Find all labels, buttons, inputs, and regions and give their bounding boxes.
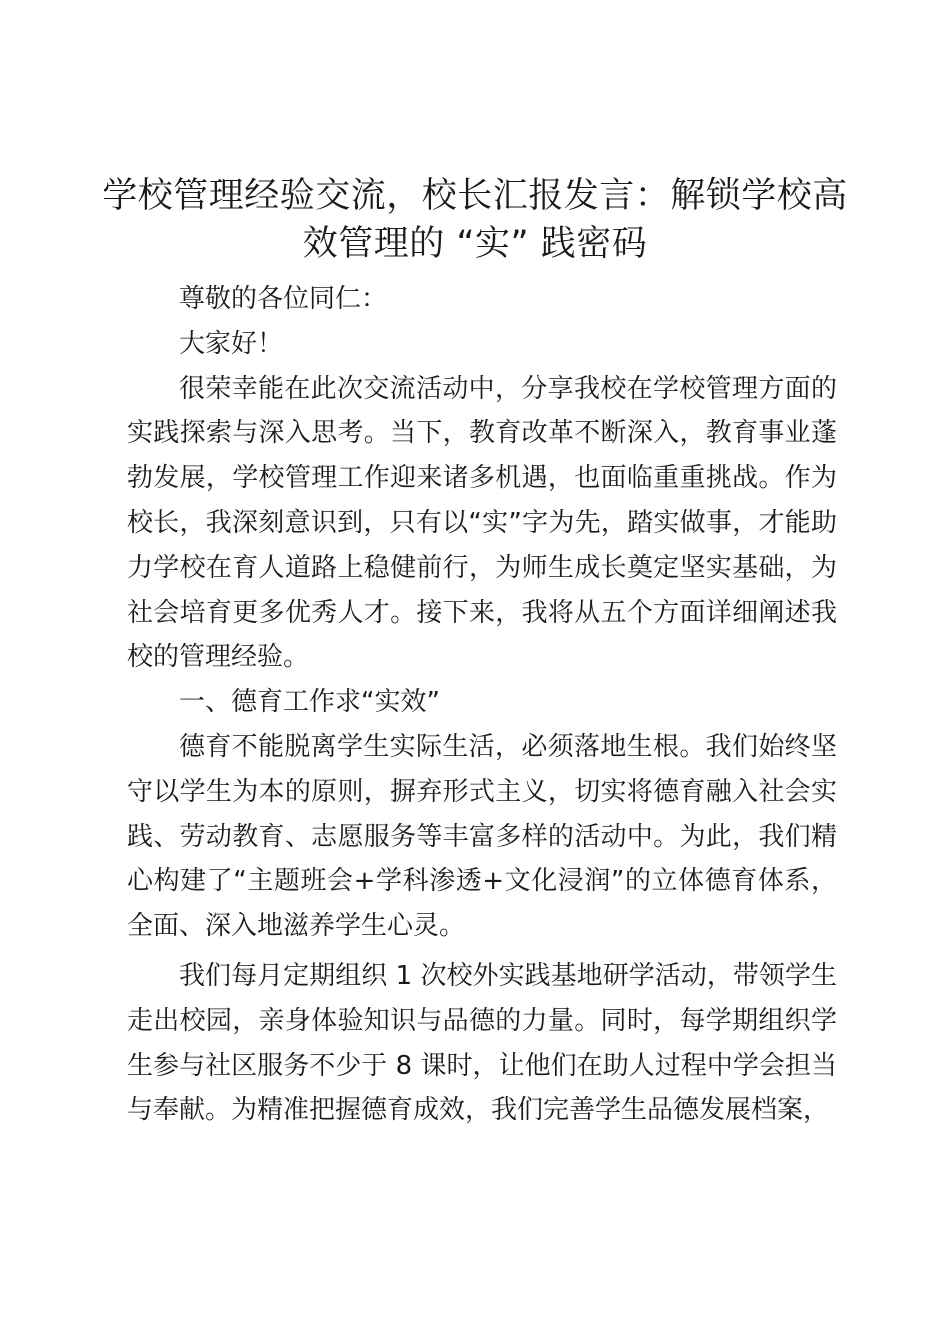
section-heading-moral-education: 一、德育工作求“实效” (179, 687, 440, 718)
document-title: 学校管理经验交流，校长汇报发言：解锁学校高效管理的 “实” 践密码 (102, 176, 848, 264)
document-body (127, 277, 837, 1133)
salutation: 尊敬的各位同仁： (179, 284, 388, 314)
body-paragraph: 我们每月定期组织 1 次校外实践基地研学活动，带领学生走出校园，亲身体验知识与品德的力量。同时，每学期组织学生参与社区服务不少于 8 课时，让他们在助人过程中学会担当与奉献。为精准把握德育成效，我们完善学生品德发展档案， (127, 960, 837, 1126)
greeting: 大家好！ (179, 328, 284, 359)
intro-paragraph: 很荣幸能在此次交流活动中，分享我校在学校管理方面的实践探索与深入思考。当下，教育改革不断深入，教育事业蓬勃发展，学校管理工作迎来诸多机遇，也面临重重挑战。作为校长，我深刻意识到，只有以“实”字为先，踏实做事，才能助力学校在育人道路上稳健前行，为师生成长奠定坚实基础，为社会培育更多优秀人才。接下来，我将从五个方面详细阐述我校的管理经验。 (127, 373, 837, 673)
body-paragraph: 德育不能脱离学生实际生活，必须落地生根。我们始终坚守以学生为本的原则，摒弃形式主义，切实将德育融入社会实践、劳动教育、志愿服务等丰富多样的活动中。为此，我们精心构建了“主题班会+学科渗透+文化浸润”的立体德育体系，全面、深入地滋养学生心灵。 (127, 731, 837, 942)
